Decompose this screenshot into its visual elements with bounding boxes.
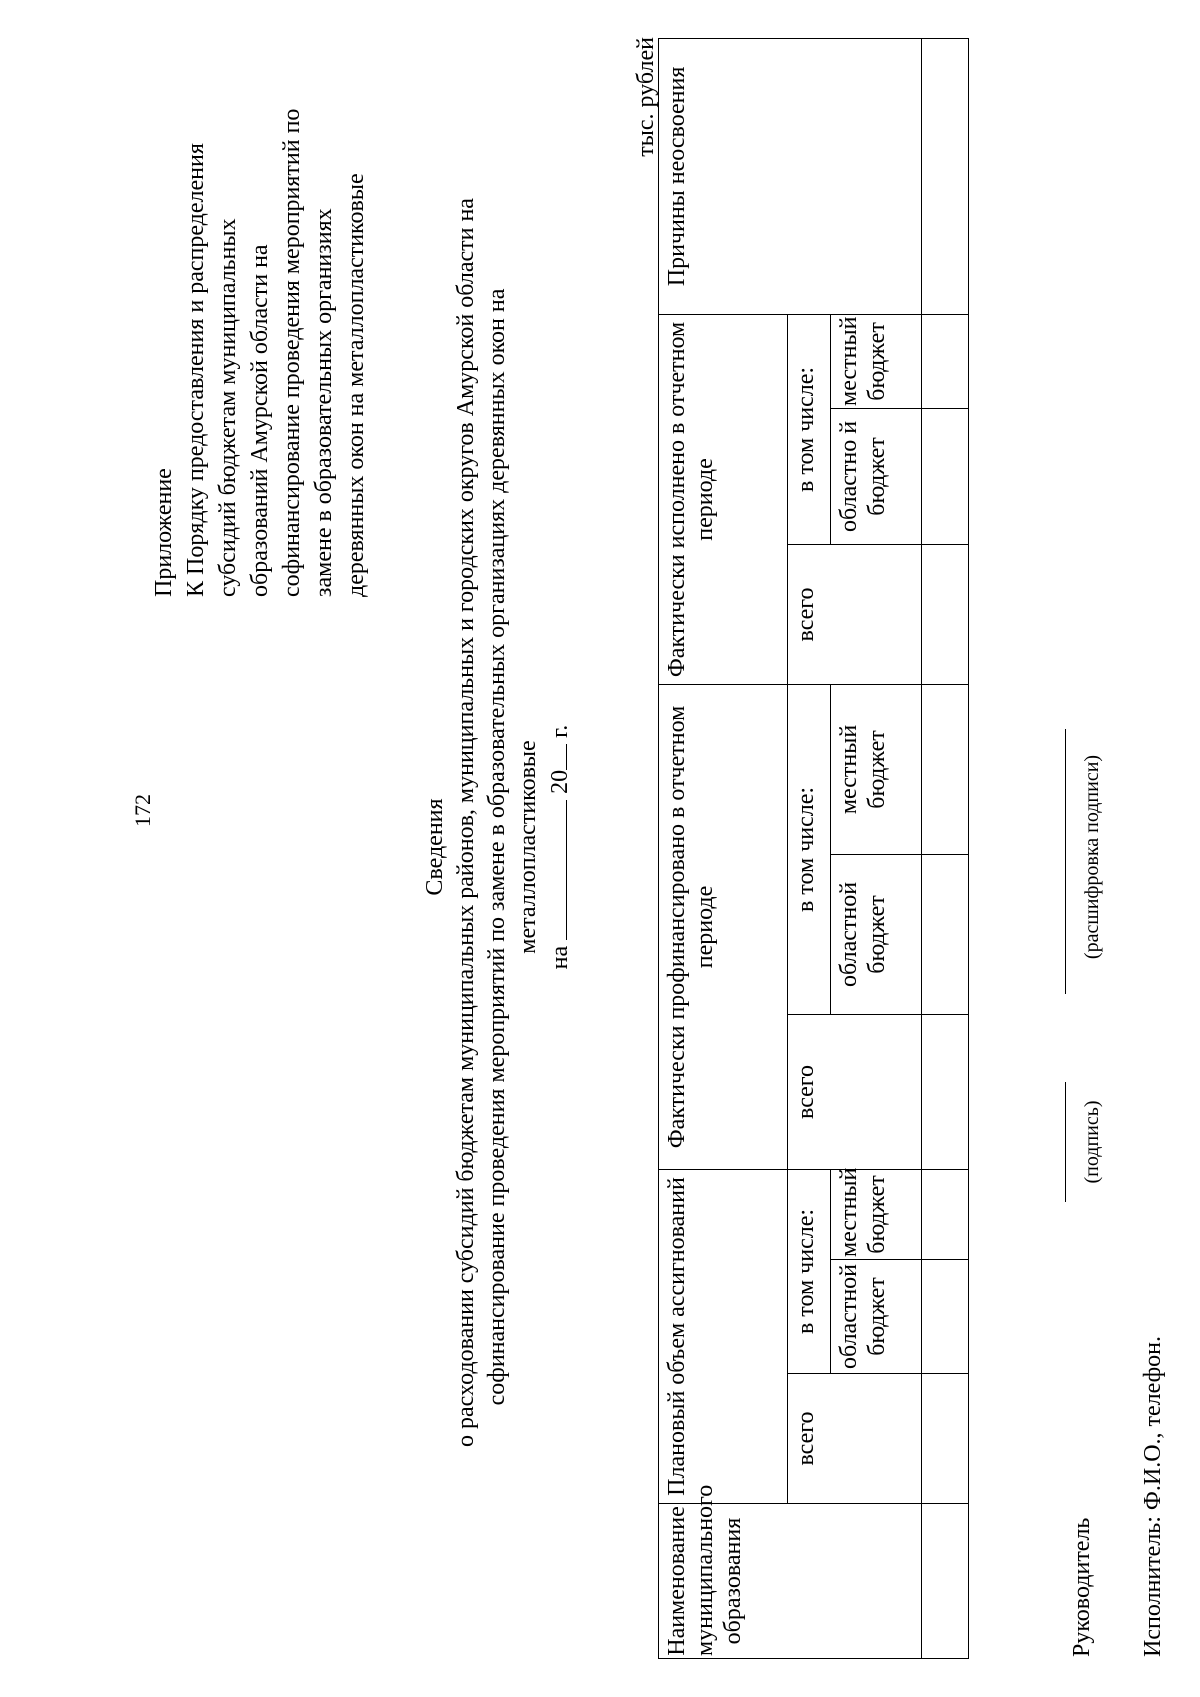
header-planned-local: местный бюджет xyxy=(831,1169,922,1259)
signature-decoding-line[interactable] xyxy=(1065,729,1066,994)
date-year-blank[interactable] xyxy=(544,744,567,770)
header-planned-including: в том числе: xyxy=(788,1169,831,1373)
table-cell[interactable] xyxy=(922,408,969,544)
header-municipality: Наименование муниципального образования xyxy=(659,1504,922,1659)
heading-line: о расходовании субсидий бюджетам муниципальных районов, муниципальных и городских округов Амурской области на xyxy=(453,198,479,1447)
date-suffix: г. xyxy=(547,724,573,738)
header-planned: Плановый объем ассигнований xyxy=(659,1169,788,1503)
header-financed-regional: областной бюджет xyxy=(831,854,922,1014)
date-day-blank[interactable] xyxy=(544,800,567,940)
units-label: тыс. рублей xyxy=(633,37,659,157)
table-cell[interactable] xyxy=(922,1169,969,1259)
appendix-block xyxy=(148,77,372,597)
header-executed-regional: областно й бюджет xyxy=(831,408,922,544)
appendix-line: образований Амурской области на xyxy=(247,244,273,597)
document-heading xyxy=(420,198,576,1447)
appendix-line: деревянных окон на металлопластиковые xyxy=(343,173,369,597)
signature-line[interactable] xyxy=(1065,1082,1066,1202)
header-planned-regional: областной бюджет xyxy=(831,1260,922,1374)
signature-decoding-caption: (расшифровка подписи) xyxy=(1081,754,1103,960)
table-cell[interactable] xyxy=(922,544,969,684)
header-executed-local: местный бюджет xyxy=(831,314,922,408)
signature-block xyxy=(1045,657,1135,1657)
heading-line: металлопластиковые xyxy=(515,740,541,954)
table-cell[interactable] xyxy=(922,854,969,1014)
appendix-line: К Порядку предоставления и распределения xyxy=(183,143,209,597)
table-cell[interactable] xyxy=(922,1374,969,1504)
manager-label: Руководитель xyxy=(1069,1517,1095,1657)
page-number: 172 xyxy=(130,794,155,827)
report-table xyxy=(658,38,969,1659)
date-prefix: на xyxy=(547,945,573,970)
header-planned-total: всего xyxy=(788,1374,922,1504)
appendix-line: субсидий бюджетам муниципальных xyxy=(215,218,241,597)
appendix-line: софинансирование проведения мероприятий по xyxy=(279,108,305,597)
signature-caption: (подпись) xyxy=(1081,1100,1103,1184)
header-reasons: Причины неосвоения xyxy=(659,38,922,314)
header-financed-including: в том числе: xyxy=(788,684,831,1014)
table-cell[interactable] xyxy=(922,38,969,314)
header-financed: Фактически профинансировано в отчетном периоде xyxy=(659,684,788,1169)
header-executed: Фактически исполнено в отчетном периоде xyxy=(659,314,788,684)
header-financed-total: всего xyxy=(788,1014,922,1169)
table-cell[interactable] xyxy=(922,1260,969,1374)
appendix-line: Приложение xyxy=(151,468,177,597)
executor-line: Исполнитель: Ф.И.О., телефон. xyxy=(1140,1336,1166,1657)
appendix-line: замене в образовательных организиях xyxy=(311,208,337,597)
header-executed-total: всего xyxy=(788,544,922,684)
header-financed-local: местный бюджет xyxy=(831,684,922,854)
header-executed-including: в том числе: xyxy=(788,314,831,544)
table-cell[interactable] xyxy=(922,1014,969,1169)
table-row xyxy=(922,38,969,1658)
table-cell[interactable] xyxy=(922,314,969,408)
table-cell[interactable] xyxy=(922,684,969,854)
date-year: 20 xyxy=(547,769,573,794)
table-cell[interactable] xyxy=(922,1504,969,1659)
heading-line: софинансирование проведения мероприятий по замене в образовательных организациях деревянных окон на xyxy=(484,288,510,1406)
heading-title: Сведения xyxy=(422,798,448,896)
date-line xyxy=(544,247,576,1447)
